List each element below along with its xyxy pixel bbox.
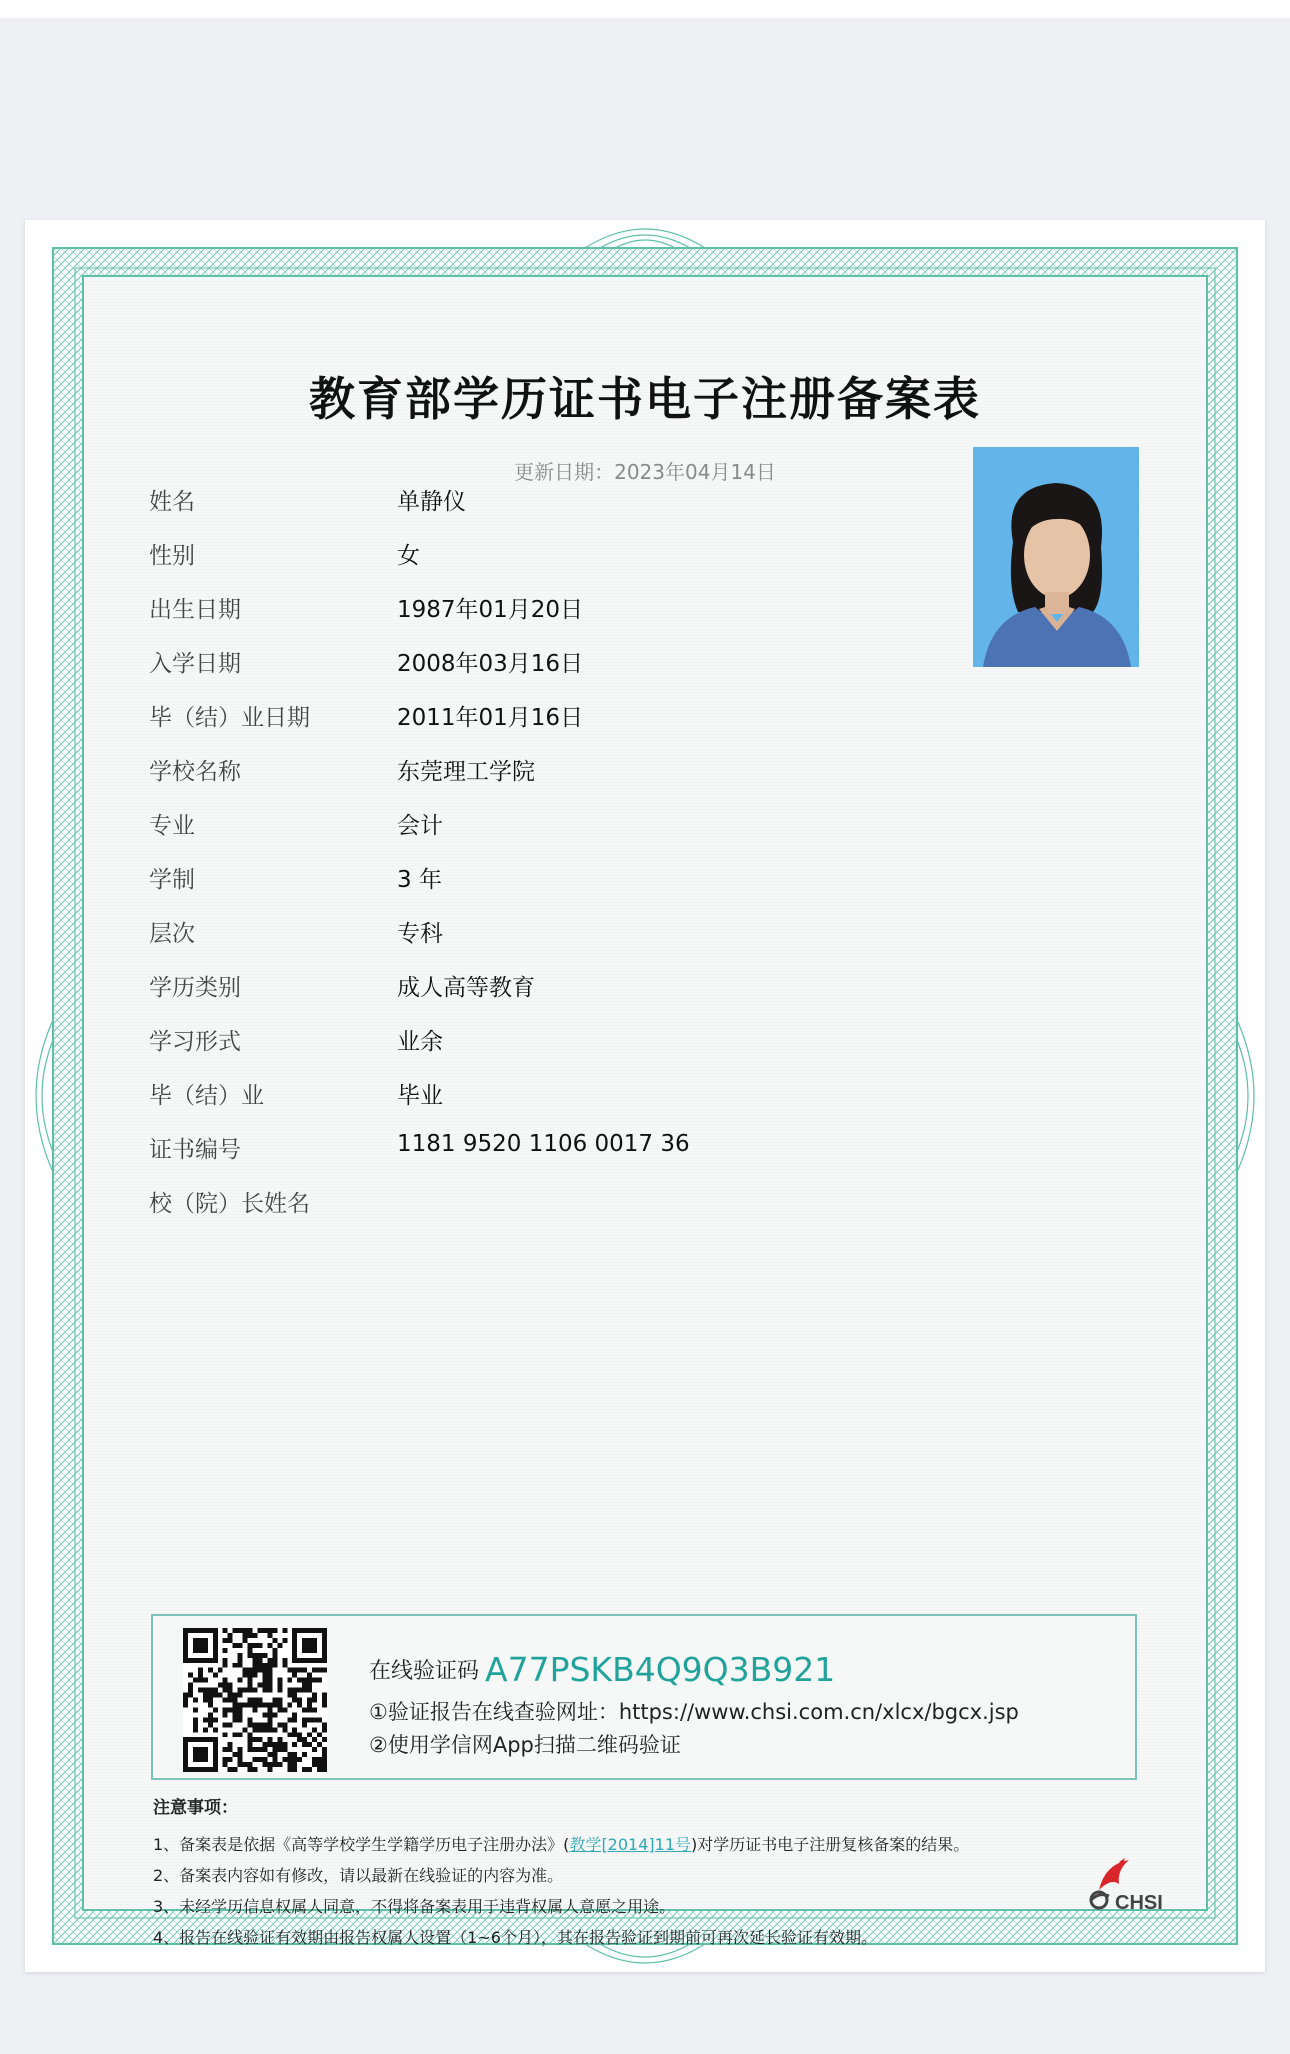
field-value: 专科 — [397, 921, 443, 947]
field-label: 证书编号 — [149, 1137, 241, 1163]
field-label: 入学日期 — [149, 651, 241, 677]
field-label: 校（院）长姓名 — [149, 1191, 310, 1217]
field-label: 毕（结）业日期 — [149, 705, 310, 731]
field-value: 成人高等教育 — [397, 975, 535, 1001]
field-row — [149, 807, 949, 847]
verification-box — [151, 1614, 1137, 1780]
logo-text: CHSI — [1115, 1892, 1163, 1914]
field-row — [149, 1077, 949, 1117]
field-value: 业余 — [397, 1029, 443, 1055]
verification-url-line: ①验证报告在线查验网址：https://www.chsi.com.cn/xlcx/bgcx.jsp — [369, 1700, 1019, 1724]
field-label: 学历类别 — [149, 975, 241, 1001]
field-value: 2011年01月16日 — [397, 705, 584, 731]
student-photo — [973, 447, 1139, 667]
verification-code-label: 在线验证码 — [369, 1659, 480, 1684]
top-strip — [0, 0, 1290, 18]
field-label: 出生日期 — [149, 597, 241, 623]
note-text: 1、备案表是依据《高等学校学生学籍学历电子注册办法》( — [153, 1835, 570, 1854]
field-label: 层次 — [149, 921, 195, 947]
field-value: 单静仪 — [397, 489, 466, 515]
field-value: 1987年01月20日 — [397, 597, 584, 623]
chsi-logo — [1085, 1856, 1185, 1916]
field-row — [149, 591, 949, 631]
field-value: 毕业 — [397, 1083, 443, 1109]
field-label: 专业 — [149, 813, 195, 839]
regulation-link[interactable]: 教学[2014]11号 — [569, 1835, 692, 1854]
chsi-bird-logo-icon — [1085, 1856, 1185, 1916]
field-row — [149, 699, 949, 739]
notes-title: 注意事项： — [153, 1798, 238, 1818]
field-row — [149, 753, 949, 793]
portrait-icon — [973, 447, 1139, 667]
field-row — [149, 483, 949, 523]
field-value: 东莞理工学院 — [397, 759, 535, 785]
field-value: 3 年 — [397, 867, 442, 893]
field-value: 女 — [397, 543, 420, 569]
verification-code-line — [369, 1650, 835, 1689]
verification-app-line: ②使用学信网App扫描二维码验证 — [369, 1733, 681, 1757]
field-row — [149, 645, 949, 685]
verification-code: A77PSKB4Q9Q3B921 — [485, 1650, 836, 1689]
field-label: 学习形式 — [149, 1029, 241, 1055]
note-item: 3、未经学历信息权属人同意，不得将备案表用于违背权属人意愿之用途。 — [153, 1897, 676, 1916]
note-item — [153, 1832, 1153, 1863]
field-row — [149, 1185, 949, 1225]
notes-section — [153, 1793, 1153, 1956]
field-value: 会计 — [397, 813, 443, 839]
field-label: 学校名称 — [149, 759, 241, 785]
field-label: 姓名 — [149, 489, 195, 515]
field-label: 毕（结）业 — [149, 1083, 264, 1109]
document-title: 教育部学历证书电子注册备案表 — [309, 372, 981, 426]
field-value: 2008年03月16日 — [397, 651, 584, 677]
field-row — [149, 1131, 949, 1171]
field-label: 学制 — [149, 867, 195, 893]
field-row — [149, 915, 949, 955]
field-row — [149, 1023, 949, 1063]
field-value: 1181 9520 1106 0017 36 — [397, 1131, 690, 1157]
field-row — [149, 537, 949, 577]
update-date: 更新日期：2023年04月14日 — [514, 460, 776, 484]
form-area — [85, 278, 1205, 1947]
field-row — [149, 969, 949, 1009]
note-text: )对学历证书电子注册复核备案的结果。 — [691, 1835, 970, 1854]
field-label: 性别 — [149, 543, 195, 569]
note-item: 4、报告在线验证有效期由报告权属人设置（1~6个月），其在报告验证到期前可再次延长验证有效期。 — [153, 1928, 877, 1947]
note-item: 2、备案表内容如有修改，请以最新在线验证的内容为准。 — [153, 1866, 564, 1885]
field-row — [149, 861, 949, 901]
qr-code-icon[interactable] — [183, 1628, 327, 1772]
registration-sheet — [25, 220, 1265, 1972]
